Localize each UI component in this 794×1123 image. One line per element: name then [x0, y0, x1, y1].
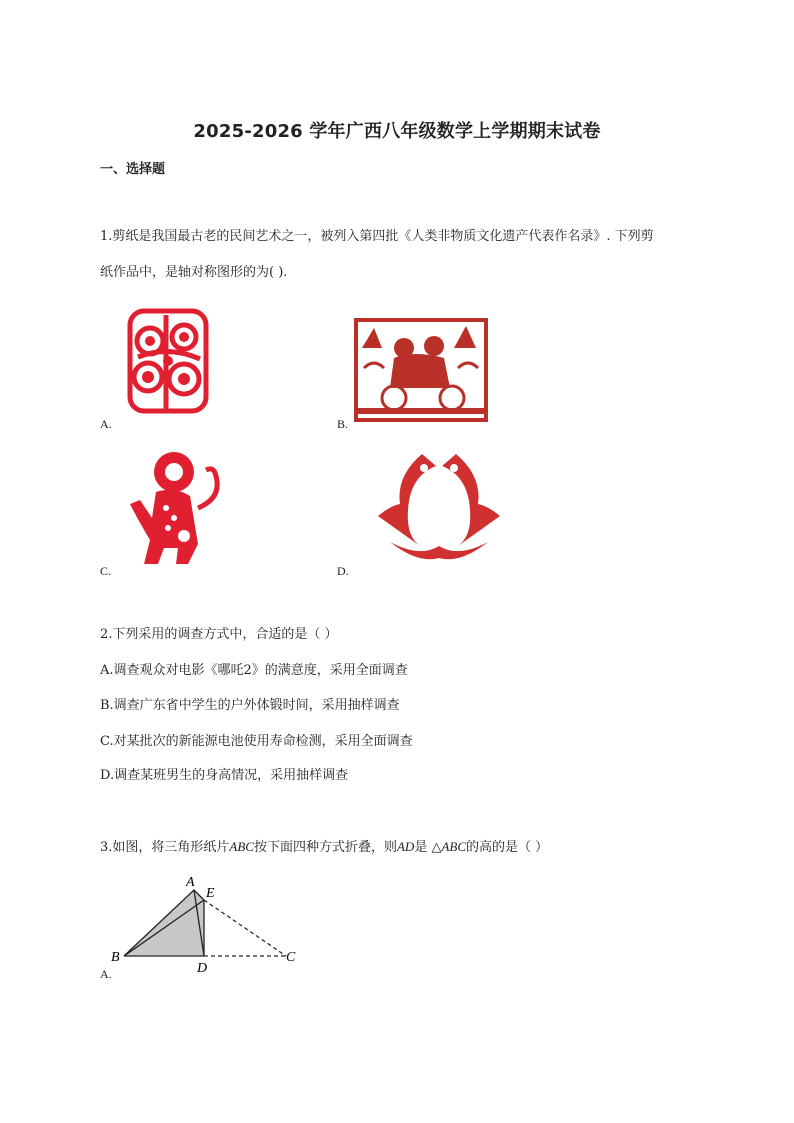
q3-abc: ABC: [441, 839, 467, 854]
q1-stem-line1: 1.剪纸是我国最古老的民间艺术之一，被列入第四批《人类非物质文化遗产代表作名录》. 下列剪: [100, 229, 654, 244]
q2-option-d: D.调查某班男生的身高情况，采用抽样调查: [100, 768, 349, 783]
section-heading: 一、选择题: [100, 162, 166, 177]
q2-stem: 2.下列采用的调查方式中，合适的是（ ）: [100, 627, 338, 642]
children-riding-papercut-icon: [354, 318, 488, 422]
q3-abc: ABC: [229, 839, 254, 854]
q3-triangle-symbol: △: [431, 840, 442, 855]
q3-stem-part: 按下面四种方式折叠，则: [253, 840, 397, 855]
q2-option-b: B.调查广东省中学生的户外体锻时间，采用抽样调查: [100, 698, 400, 713]
q2-option-c: C.对某批次的新能源电池使用寿命检测，采用全面调查: [100, 734, 413, 749]
q1-option-d-label: D.: [337, 564, 349, 578]
q3-ad: AD: [396, 839, 415, 854]
q1-stem-line2: 纸作品中，是轴对称图形的为( ).: [100, 265, 288, 280]
point-b-label: B: [111, 950, 120, 965]
q3-stem-part: 3.如图，将三角形纸片: [100, 840, 230, 855]
point-c-label: C: [286, 950, 296, 965]
point-a-label: A: [186, 875, 195, 890]
q1-option-a-label: A.: [100, 417, 112, 431]
q3-stem-part: 是: [414, 840, 432, 855]
point-d-label: D: [197, 961, 208, 972]
q1-option-b-label: B.: [337, 417, 349, 431]
q3-stem: [100, 838, 548, 857]
fu-character-papercut-icon: [118, 305, 218, 417]
q3-option-a-label: A.: [100, 967, 112, 981]
page-title: 2025-2026 学年广西八年级数学上学期期末试卷: [193, 121, 601, 142]
folded-shaded-region: [124, 890, 204, 956]
monkey-papercut-icon: [118, 448, 226, 570]
q2-option-a: A.调查观众对电影《哪吒2》的满意度，采用全面调查: [100, 663, 408, 678]
q1-option-c-label: C.: [100, 564, 112, 578]
triangle-fold-diagram: [108, 870, 308, 972]
q3-stem-part: 的高的是（ ）: [466, 840, 549, 855]
twin-fish-papercut-icon: [360, 446, 518, 562]
point-e-label: E: [206, 886, 215, 901]
